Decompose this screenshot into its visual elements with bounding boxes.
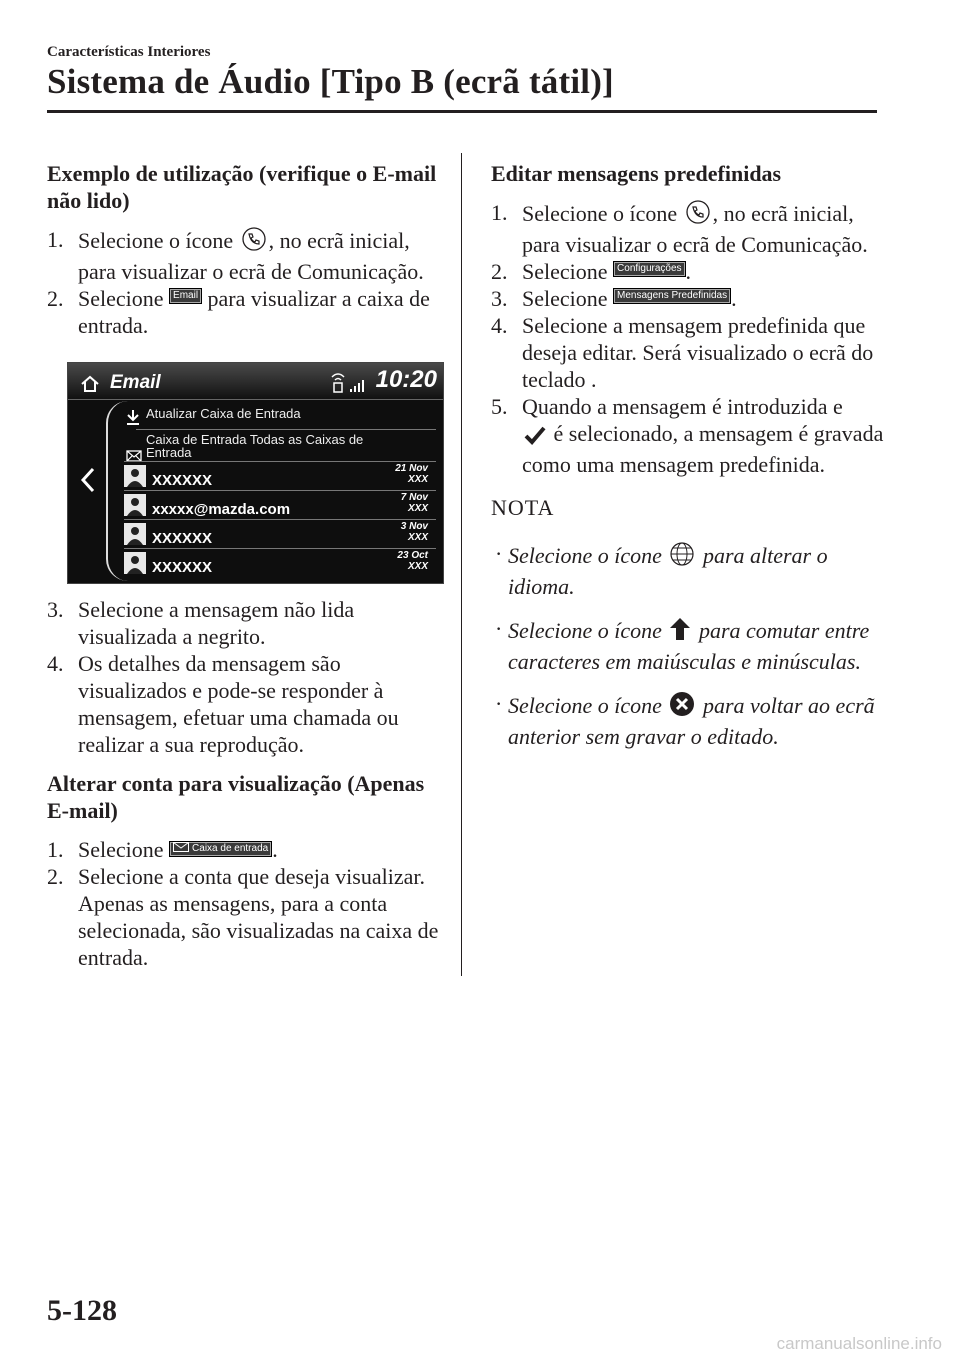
note-case-toggle: · Selecione o ícone para comutar entre caracteres em maiúsculas e minúsculas.	[495, 616, 870, 674]
inbox-row: Caixa de Entrada Todas as Caixas de Entrada	[136, 429, 436, 432]
signal-icon	[326, 369, 366, 401]
avatar	[124, 465, 146, 487]
page-number: 5-128	[47, 1294, 117, 1327]
globe-icon	[669, 541, 695, 573]
title-rule	[47, 110, 877, 113]
step-2-select-account: 2. Selecione a conta que deseja visualizar. Apenas as mensagens, para a conta selecionada, são visualizadas na caixa de entrada.	[47, 864, 439, 970]
phone-icon	[241, 226, 267, 258]
heading-change-account: Alterar conta para visualização (Apenas E-mail)	[47, 771, 425, 823]
step-3-select-unread: 3. Selecione a mensagem não lida visualizada a negrito.	[47, 597, 355, 649]
message-row: XXXXXX 21 Nov XXX	[124, 461, 436, 490]
heading-edit-predefined: Editar mensagens predefinidas	[491, 161, 782, 186]
inbox-button: Caixa de entrada	[169, 841, 272, 857]
envelope-icon	[173, 842, 189, 852]
screen-panel: Atualizar Caixa de Entrada Caixa de Entrada Todas as Caixas de Entrada XXXXXX 21 Nov XXX xxxxx@mazda.com 7 Nov XXX XXXXXX 3 Nov XXX XXXXXX 23 Oct XXX	[106, 401, 444, 581]
step-1-select-inbox: 1. Selecione Caixa de entrada .	[47, 837, 278, 862]
right-column	[491, 160, 886, 766]
back-chevron-icon	[80, 467, 96, 499]
home-icon	[80, 372, 100, 399]
avatar	[124, 494, 146, 516]
screen-time: 10:20	[375, 366, 437, 393]
step-5-save-message: 5. Quando a mensagem é introduzida e é selecionado, a mensagem é gravada como uma mensagem predefinida.	[491, 394, 884, 477]
message-row: XXXXXX 3 Nov XXX	[124, 519, 436, 548]
step-1-select-phone-icon: 1. Selecione o ícone , no ecrã inicial, para visualizar o ecrã de Comunicação.	[491, 200, 868, 257]
step-4-message-details: 4. Os detalhes da mensagem são visualizados e pode-se responder à mensagem, efetuar uma chamada ou realizar a sua reprodução.	[47, 651, 399, 757]
download-icon	[126, 404, 140, 431]
settings-button: Configurações	[613, 261, 685, 277]
avatar	[124, 552, 146, 574]
avatar	[124, 523, 146, 545]
column-divider	[461, 153, 462, 976]
email-screen	[67, 362, 444, 584]
step-4-select-message: 4. Selecione a mensagem predefinida que deseja editar. Será visualizado o ecrã do teclado .	[491, 313, 874, 392]
screen-topbar	[68, 363, 443, 400]
left-column	[47, 160, 442, 971]
phone-icon	[685, 199, 711, 231]
note-cancel: · Selecione o ícone para voltar ao ecrã anterior sem gravar o editado.	[495, 691, 875, 749]
predefined-messages-button: Mensagens Predefinidas	[613, 288, 731, 304]
watermark-url: carmanualsonline.info	[776, 1334, 942, 1353]
step-2-select-settings: 2. Selecione Configurações .	[491, 259, 692, 284]
step-3-select-predefined: 3. Selecione Mensagens Predefinidas .	[491, 286, 737, 311]
message-row: XXXXXX 23 Oct XXX	[124, 548, 436, 577]
page-title: Sistema de Áudio [Tipo B (ecrã tátil)]	[47, 62, 614, 101]
heading-check-email: Exemplo de utilização (verifique o E-mail não lido)	[47, 161, 437, 213]
screen-title: Email	[110, 372, 161, 393]
step-2-select-email: 2. Selecione Email para visualizar a caixa de entrada.	[47, 286, 430, 338]
step-1-select-phone-icon: 1. Selecione o ícone , no ecrã inicial, para visualizar o ecrã de Comunicação.	[47, 227, 424, 284]
note-title: NOTA	[491, 495, 555, 520]
email-button: Email	[169, 288, 202, 304]
note-language: · Selecione o ícone para alterar o idioma.	[495, 541, 828, 599]
shift-arrow-icon	[669, 616, 691, 648]
section-label: Características Interiores	[47, 44, 211, 60]
close-icon	[669, 691, 695, 723]
checkmark-icon	[524, 424, 546, 451]
message-row: xxxxx@mazda.com 7 Nov XXX	[124, 490, 436, 519]
